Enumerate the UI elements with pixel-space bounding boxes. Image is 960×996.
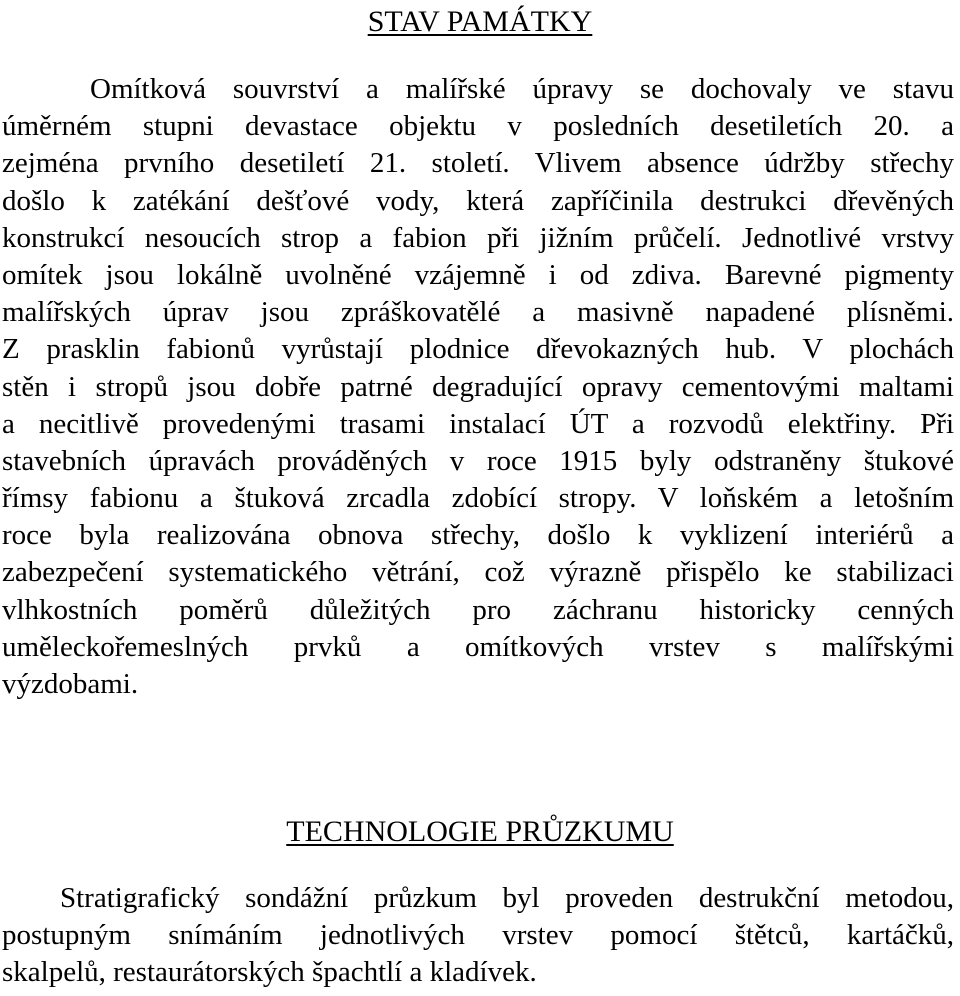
text-line: vlhkostních poměrů důležitých pro záchranu historicky cenných bbox=[2, 593, 954, 626]
paragraph-technologie-pruzkumu bbox=[2, 880, 954, 992]
text-line: římsy fabionu a štuková zrcadla zdobící stropy. V loňském a letošním bbox=[2, 482, 954, 515]
text-line: Z prasklin fabionů vyrůstají plodnice dřevokazných hub. V plochách bbox=[2, 333, 954, 366]
text-line: zabezpečení systematického větrání, což výrazně přispělo ke stabilizaci bbox=[2, 556, 954, 589]
text-line: omítek jsou lokálně uvolněné vzájemně i od zdiva. Barevné pigmenty bbox=[2, 258, 954, 291]
text-line: Omítková souvrství a malířské úpravy se dochovaly ve stavu bbox=[90, 73, 954, 105]
text-line: konstrukcí nesoucích strop a fabion při jižním průčelí. Jednotlivé vrstvy bbox=[2, 221, 954, 254]
text-line: malířských úprav jsou zpráškovatělé a masivně napadené plísněmi. bbox=[2, 296, 954, 329]
text-line: skalpelů, restaurátorských špachtlí a kladívek. bbox=[2, 956, 537, 989]
text-line: zejména prvního desetiletí 21. století. Vlivem absence údržby střechy bbox=[2, 147, 954, 180]
text-line: stěn i stropů jsou dobře patrné degradující opravy cementovými maltami bbox=[2, 370, 954, 403]
text-line: postupným snímáním jednotlivých vrstev pomocí štětců, kartáčků, bbox=[2, 919, 954, 952]
section-heading-technologie-pruzkumu: TECHNOLOGIE PRŮZKUMU bbox=[286, 815, 674, 848]
section-heading-stav-pamatky: STAV PAMÁTKY bbox=[367, 5, 593, 38]
text-line: výzdobami. bbox=[2, 668, 139, 700]
text-line: roce byla realizována obnova střechy, došlo k vyklizení interiérů a bbox=[2, 519, 954, 552]
text-line: a necitlivě provedenými trasami instalací ÚT a rozvodů elektřiny. Při bbox=[2, 407, 954, 440]
text-line: úměrném stupni devastace objektu v posledních desetiletích 20. a bbox=[2, 110, 954, 143]
text-line: Stratigrafický sondážní průzkum byl proveden destrukční metodou, bbox=[60, 882, 954, 914]
text-line: uměleckořemeslných prvků a omítkových vrstev s malířskými bbox=[2, 630, 954, 663]
text-line: došlo k zatékání dešťové vody, která zapříčinila destrukci dřevěných bbox=[2, 184, 954, 217]
paragraph-stav-pamatky bbox=[2, 71, 954, 703]
text-line: stavebních úpravách prováděných v roce 1915 byly odstraněny štukové bbox=[2, 444, 954, 477]
